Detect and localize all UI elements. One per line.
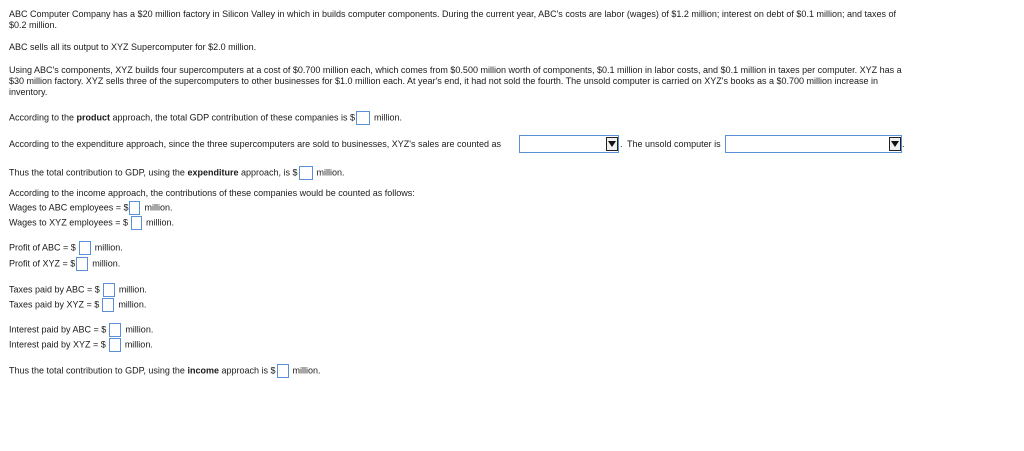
income-total-post: million.	[292, 365, 321, 376]
expenditure-counted-row	[9, 139, 501, 150]
taxes-xyz-unit: million.	[118, 299, 147, 310]
sales-text: ABC sells all its output to XYZ Supercomputer for $2.0 million.	[9, 42, 257, 52]
expenditure-total-bold: expenditure	[187, 167, 239, 178]
chevron-down-icon	[606, 137, 618, 151]
wages-xyz-input[interactable]	[131, 216, 142, 230]
expenditure-total-row	[9, 166, 345, 180]
product-pre: According to the	[9, 112, 77, 123]
taxes-abc-row	[9, 283, 147, 297]
expenditure-dot-2: .	[902, 139, 905, 149]
profit-abc-input[interactable]	[79, 241, 91, 255]
income-gdp-input[interactable]	[277, 364, 289, 378]
profit-xyz-input[interactable]	[76, 257, 88, 271]
taxes-xyz-row	[9, 298, 146, 312]
expenditure-total-post: million.	[316, 167, 345, 178]
wages-xyz-label: Wages to XYZ employees = $	[9, 217, 128, 228]
intro-line-1: ABC Computer Company has a $20 million factory in Silicon Valley in which in builds computer components. During the current year, ABC's costs are labor (wages) of $1.2 million; interest on debt of $0.1 million; and taxes of	[9, 9, 896, 19]
profit-xyz-unit: million.	[92, 258, 121, 269]
product-approach-row	[9, 111, 402, 125]
product-post: million.	[374, 112, 403, 123]
interest-abc-input[interactable]	[109, 323, 121, 337]
profit-xyz-row	[9, 257, 120, 271]
xyz-line-3: inventory.	[9, 87, 48, 97]
profit-abc-label: Profit of ABC = $	[9, 242, 76, 253]
expenditure-counted-pre: According to the expenditure approach, since the three supercomputers are sold to businesses, XYZ's sales are counted as	[9, 139, 501, 149]
taxes-abc-unit: million.	[118, 284, 147, 295]
expenditure-total-pre: Thus the total contribution to GDP, using the	[9, 167, 188, 178]
wages-abc-row	[9, 201, 173, 215]
unsold-computer-select[interactable]	[725, 135, 902, 153]
profit-abc-unit: million.	[94, 242, 123, 253]
taxes-xyz-input[interactable]	[102, 298, 114, 312]
interest-abc-label: Interest paid by ABC = $	[9, 324, 107, 335]
taxes-abc-label: Taxes paid by ABC = $	[9, 284, 100, 295]
income-intro-text: According to the income approach, the contributions of these companies would be counted as follows:	[9, 188, 415, 198]
xyz-paragraph	[9, 65, 999, 98]
taxes-abc-input[interactable]	[103, 283, 115, 297]
interest-xyz-unit: million.	[124, 339, 153, 350]
interest-xyz-input[interactable]	[109, 338, 121, 352]
wages-abc-input[interactable]	[129, 201, 140, 215]
income-total-pre: Thus the total contribution to GDP, using the	[9, 365, 188, 376]
xyz-line-2: $30 million factory. XYZ sells three of the supercomputers to other businesses for $1.0 million each. At year's end, it had not sold the fourth. The unsold computer is carried on XYZ's books as a $0.700 million increase in	[9, 76, 879, 86]
product-mid: approach, the total GDP contribution of these companies is $	[110, 112, 356, 123]
income-total-bold: income	[187, 365, 219, 376]
income-total-row	[9, 364, 321, 378]
product-bold: product	[76, 112, 111, 123]
taxes-xyz-label: Taxes paid by XYZ = $	[9, 299, 100, 310]
wages-abc-label: Wages to ABC employees = $	[9, 202, 129, 213]
interest-xyz-label: Interest paid by XYZ = $	[9, 339, 106, 350]
product-gdp-input[interactable]	[356, 111, 370, 125]
sales-counted-as-select[interactable]	[519, 135, 619, 153]
wages-xyz-unit: million.	[145, 217, 174, 228]
expenditure-gdp-input[interactable]	[299, 166, 313, 180]
wages-xyz-row	[9, 216, 174, 230]
interest-abc-row	[9, 323, 153, 337]
expenditure-dot-1: .	[620, 139, 623, 149]
unsold-computer-label: The unsold computer is	[627, 139, 721, 149]
expenditure-total-mid: approach, is $	[238, 167, 298, 178]
income-total-mid: approach is $	[218, 365, 276, 376]
xyz-line-1: Using ABC's components, XYZ builds four supercomputers at a cost of $0.700 million each, which comes from $0.500 million worth of components, $0.1 million in labor costs, and $0.1 million in taxes per computer. XYZ has a	[9, 65, 902, 75]
chevron-down-icon	[889, 137, 901, 151]
interest-xyz-row	[9, 338, 153, 352]
interest-abc-unit: million.	[125, 324, 154, 335]
wages-abc-unit: million.	[144, 202, 173, 213]
intro-paragraph	[9, 9, 999, 31]
profit-xyz-label: Profit of XYZ = $	[9, 258, 76, 269]
profit-abc-row	[9, 241, 123, 255]
expenditure-counted-mid-row	[620, 139, 721, 150]
intro-line-2: $0.2 million.	[9, 20, 58, 30]
